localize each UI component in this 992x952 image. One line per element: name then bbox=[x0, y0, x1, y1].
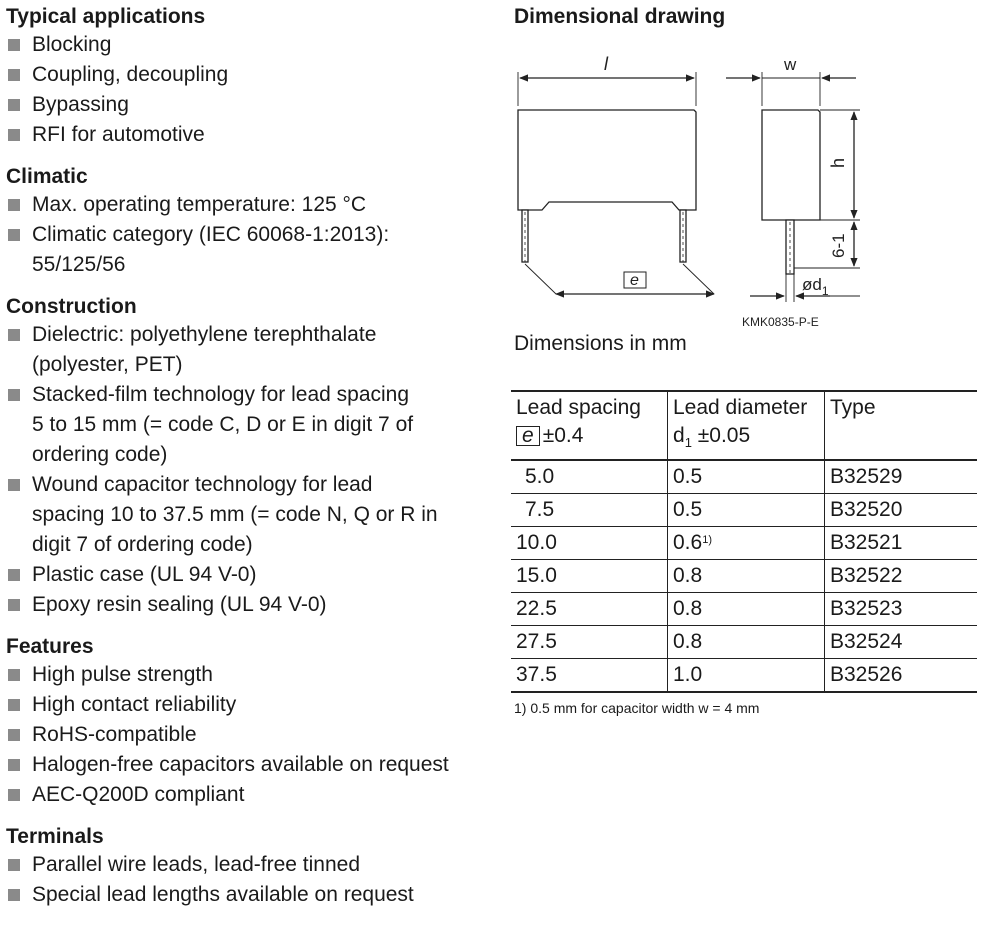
square-bullet-icon bbox=[8, 569, 20, 581]
square-bullet-icon bbox=[8, 99, 20, 111]
list-item bbox=[6, 90, 496, 120]
list-item-text: High contact reliability bbox=[32, 693, 237, 716]
list-item bbox=[6, 780, 496, 810]
cell-lead-diameter: 0.6$^{1)}$ bbox=[668, 527, 825, 560]
list-item bbox=[6, 320, 496, 380]
right-column bbox=[514, 4, 984, 30]
section-title: Construction bbox=[6, 295, 137, 318]
cell-lead-diameter: 1.0 bbox=[668, 659, 825, 693]
cell-type: B32526 bbox=[825, 659, 978, 693]
list-item-text: Coupling, decoupling bbox=[32, 63, 229, 86]
list-item bbox=[6, 750, 496, 780]
section bbox=[6, 294, 496, 620]
section bbox=[6, 164, 496, 280]
list-item bbox=[6, 380, 496, 470]
cell-type: B32520 bbox=[825, 494, 978, 527]
label-h: h bbox=[828, 157, 848, 168]
cell-lead-spacing: 15.0 bbox=[511, 560, 668, 593]
square-bullet-icon bbox=[8, 729, 20, 741]
drawing-title: Dimensional drawing bbox=[514, 5, 726, 28]
list-item-text: Bypassing bbox=[32, 93, 129, 116]
label-d: $ød_1$ bbox=[802, 275, 829, 298]
bullet-list bbox=[6, 320, 496, 620]
header-lead-spacing: Lead spacing e ±0.4 bbox=[511, 391, 668, 460]
list-item bbox=[6, 190, 496, 220]
list-item-text: Halogen-free capacitors available on request bbox=[32, 753, 449, 776]
cell-type: B32521 bbox=[825, 527, 978, 560]
header-lead-diameter: Lead diameter $d_1 \pm 0.05$ bbox=[668, 391, 825, 460]
list-item-text: High pulse strength bbox=[32, 663, 213, 686]
list-item bbox=[6, 850, 496, 880]
square-bullet-icon bbox=[8, 229, 20, 241]
list-item bbox=[6, 720, 496, 750]
square-bullet-icon bbox=[8, 69, 20, 81]
square-bullet-icon bbox=[8, 859, 20, 871]
section-title: Terminals bbox=[6, 825, 104, 848]
cell-lead-spacing: 5.0 bbox=[511, 460, 668, 494]
left-column bbox=[6, 4, 496, 924]
cell-lead-spacing: 37.5 bbox=[511, 659, 668, 693]
section-title: Features bbox=[6, 635, 94, 658]
section bbox=[6, 634, 496, 810]
list-item bbox=[6, 30, 496, 60]
list-item-text: Special lead lengths available on request bbox=[32, 883, 414, 906]
units-note: Dimensions in mm bbox=[514, 332, 687, 355]
drawing-code: KMK0835-P-E bbox=[742, 315, 819, 329]
table-row bbox=[511, 659, 977, 693]
list-item bbox=[6, 660, 496, 690]
section bbox=[6, 824, 496, 910]
cell-lead-diameter: 0.8 bbox=[668, 560, 825, 593]
dimensions-table bbox=[511, 390, 977, 693]
cell-lead-diameter: 0.8 bbox=[668, 626, 825, 659]
table-row bbox=[511, 626, 977, 659]
list-item-text: RFI for automotive bbox=[32, 123, 205, 146]
dimensional-drawing bbox=[514, 40, 874, 340]
list-item-text: Wound capacitor technology for lead spacing 10 to 37.5 mm (= code N, Q or R in digit 7 of ordering code) bbox=[32, 473, 438, 556]
section-title: Typical applications bbox=[6, 5, 206, 28]
square-bullet-icon bbox=[8, 669, 20, 681]
cell-lead-spacing: 7.5 bbox=[511, 494, 668, 527]
cell-lead-spacing: 22.5 bbox=[511, 593, 668, 626]
footnote: 1) 0.5 mm for capacitor width w = 4 mm bbox=[514, 700, 760, 716]
cell-type: B32529 bbox=[825, 460, 978, 494]
cell-lead-diameter: 0.8 bbox=[668, 593, 825, 626]
list-item-text: Plastic case (UL 94 V-0) bbox=[32, 563, 257, 586]
cell-type: B32522 bbox=[825, 560, 978, 593]
bullet-list bbox=[6, 660, 496, 810]
bullet-list bbox=[6, 850, 496, 910]
list-item-text: Epoxy resin sealing (UL 94 V-0) bbox=[32, 593, 327, 616]
list-item-text: Dielectric: polyethylene terephthalate (polyester, PET) bbox=[32, 323, 377, 376]
square-bullet-icon bbox=[8, 599, 20, 611]
list-item-text: AEC-Q200D compliant bbox=[32, 783, 245, 806]
list-item-text: Max. operating temperature: 125 °C bbox=[32, 193, 367, 216]
footnote-marker: 1) bbox=[702, 534, 712, 547]
cell-lead-diameter: 0.5 bbox=[668, 460, 825, 494]
square-bullet-icon bbox=[8, 699, 20, 711]
square-bullet-icon bbox=[8, 199, 20, 211]
cell-type: B32523 bbox=[825, 593, 978, 626]
list-item bbox=[6, 590, 496, 620]
square-bullet-icon bbox=[8, 389, 20, 401]
list-item-text: Stacked-film technology for lead spacing 5 to 15 mm (= code C, D or E in digit 7 of ordering code) bbox=[32, 383, 414, 466]
cell-lead-spacing: 10.0 bbox=[511, 527, 668, 560]
section bbox=[6, 4, 496, 150]
square-bullet-icon bbox=[8, 479, 20, 491]
square-bullet-icon bbox=[8, 889, 20, 901]
list-item bbox=[6, 880, 496, 910]
list-item-text: RoHS-compatible bbox=[32, 723, 197, 746]
list-item bbox=[6, 470, 496, 560]
capacitor-body-side bbox=[762, 110, 820, 220]
square-bullet-icon bbox=[8, 759, 20, 771]
label-l: l bbox=[604, 54, 608, 74]
label-w: w bbox=[784, 55, 797, 74]
list-item bbox=[6, 220, 496, 280]
square-bullet-icon bbox=[8, 789, 20, 801]
header-type: Type bbox=[825, 391, 978, 460]
table-row bbox=[511, 460, 977, 494]
table-header-row bbox=[511, 391, 977, 460]
cell-lead-diameter: 0.5 bbox=[668, 494, 825, 527]
section-title: Climatic bbox=[6, 165, 88, 188]
list-item bbox=[6, 690, 496, 720]
bullet-list bbox=[6, 190, 496, 280]
label-e: e bbox=[630, 272, 639, 289]
square-bullet-icon bbox=[8, 329, 20, 341]
capacitor-body-front bbox=[518, 110, 696, 210]
list-item bbox=[6, 560, 496, 590]
cell-type: B32524 bbox=[825, 626, 978, 659]
square-bullet-icon bbox=[8, 39, 20, 51]
list-item bbox=[6, 60, 496, 90]
list-item-text: Blocking bbox=[32, 33, 112, 56]
square-bullet-icon bbox=[8, 129, 20, 141]
bullet-list bbox=[6, 30, 496, 150]
cell-lead-spacing: 27.5 bbox=[511, 626, 668, 659]
list-item-text: Parallel wire leads, lead-free tinned bbox=[32, 853, 361, 876]
table-row bbox=[511, 593, 977, 626]
list-item bbox=[6, 120, 496, 150]
table-row bbox=[511, 494, 977, 527]
label-lead-length: 6-1 bbox=[829, 233, 848, 258]
table-row bbox=[511, 527, 977, 560]
table-row bbox=[511, 560, 977, 593]
list-item-text: Climatic category (IEC 60068-1:2013): 55/125/56 bbox=[32, 223, 390, 276]
